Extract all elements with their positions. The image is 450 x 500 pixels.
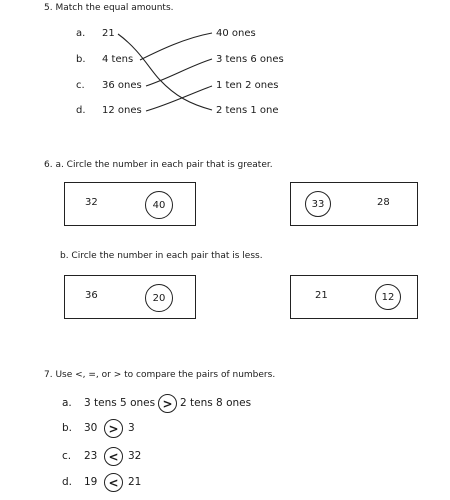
q6b-pair-1-box [64,275,196,319]
q6a-pair-2-left: 33 [305,191,331,217]
q7-right-a: 2 tens 8 ones [180,397,252,409]
q6b-prompt: b. Circle the number in each pair that is less. [60,251,263,261]
q7-letter-b: b. [62,422,73,434]
q7-right-c: 32 [128,450,142,462]
q5-title: 5. Match the equal amounts. [44,3,174,13]
q7-left-b: 30 [84,422,98,434]
q6b-pair-2-right: 12 [375,284,401,310]
q7-letter-a: a. [62,397,72,409]
q7-symbol-c: < [104,447,123,466]
q5-letter-c: c. [76,80,85,91]
q7-left-a: 3 tens 5 ones [84,397,156,409]
q7-symbol-a: > [158,394,177,413]
match-line-a [118,34,212,110]
q6a-pair-1-right: 40 [145,191,173,219]
q7-left-d: 19 [84,476,98,488]
q5-right-c: 1 ten 2 ones [216,80,279,91]
q7-right-d: 21 [128,476,142,488]
q6b-pair-2-left: 21 [315,290,328,301]
q5-right-d: 2 tens 1 one [216,105,279,116]
q6a-pair-1-box [64,182,196,226]
q5-right-a: 40 ones [216,28,256,39]
q6a-prompt: 6. a. Circle the number in each pair that is greater. [44,160,273,170]
q6b-pair-1-right: 20 [145,284,173,312]
q7-left-c: 23 [84,450,98,462]
q7-letter-d: d. [62,476,73,488]
q6b-pair-1-left: 36 [85,290,98,301]
q5-letter-b: b. [76,54,86,65]
match-lines [0,0,450,140]
q6a-pair-2-box [290,182,418,226]
q7-title: 7. Use <, =, or > to compare the pairs of numbers. [44,370,276,380]
q5-left-c: 36 ones [102,80,142,91]
q5-letter-d: d. [76,105,86,116]
q6b-pair-2-box [290,275,418,319]
q5-left-b: 4 tens [102,54,134,65]
q5-left-a: 21 [102,28,115,39]
q5-letter-a: a. [76,28,86,39]
q5-left-d: 12 ones [102,105,142,116]
q5-right-b: 3 tens 6 ones [216,54,284,65]
q7-symbol-d: < [104,473,123,492]
q6a-pair-2-right: 28 [377,197,390,208]
q7-right-b: 3 [128,422,135,434]
q6a-pair-1-left: 32 [85,197,98,208]
q7-symbol-b: > [104,419,123,438]
q7-letter-c: c. [62,450,72,462]
match-line-c [146,59,212,86]
match-line-b [140,33,212,60]
